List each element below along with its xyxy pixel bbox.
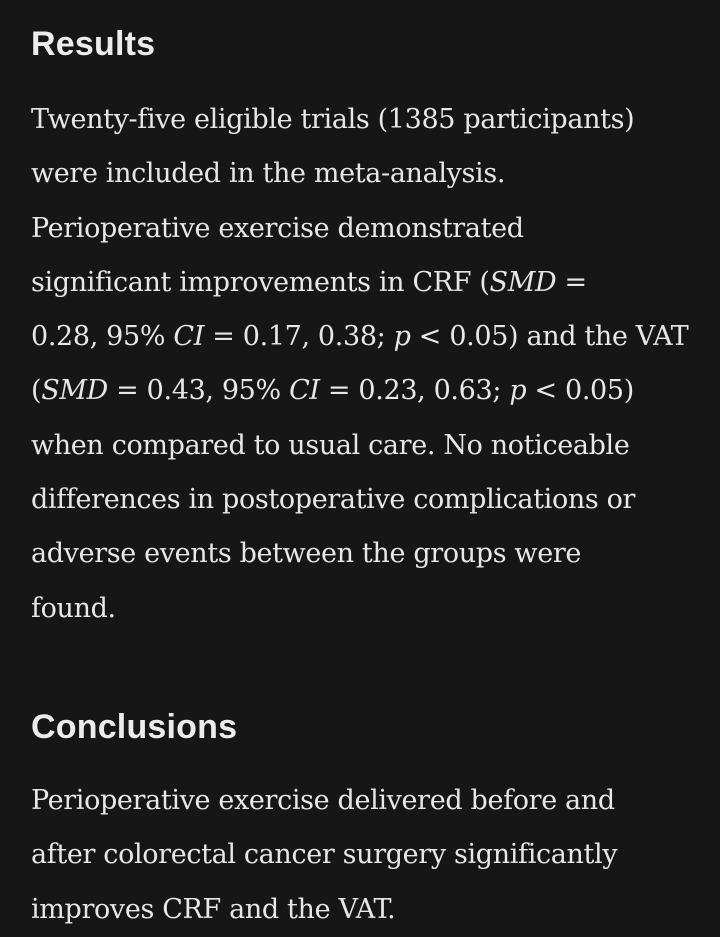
text-run: Twenty-five eligible trials (1385 participants) — [31, 104, 635, 135]
text-run: when compared to usual care. No noticeable — [31, 429, 630, 461]
stat-term: CI — [173, 321, 205, 353]
results-line — [31, 310, 701, 364]
text-run: 0.28, 95% — [31, 321, 174, 353]
text-run: Perioperative exercise delivered before and — [31, 784, 615, 816]
stat-term: p — [509, 375, 527, 407]
text-run: = 0.23, 0.63; — [319, 375, 510, 407]
results-heading: Results — [31, 25, 156, 63]
text-run: = 0.17, 0.38; — [204, 321, 394, 353]
conclusions-line — [31, 774, 701, 828]
results-line — [31, 93, 701, 147]
text-run: significant improvements in CRF ( — [31, 266, 490, 298]
text-run: = 0.43, 95% — [107, 375, 290, 407]
results-line — [31, 582, 701, 636]
results-line — [31, 202, 701, 256]
conclusions-paragraph — [31, 774, 701, 937]
conclusions-line — [31, 883, 701, 937]
text-run: Perioperative exercise demonstrated — [31, 212, 524, 244]
text-run: < 0.05) — [526, 375, 634, 407]
stat-term: p — [393, 321, 411, 353]
conclusions-section — [31, 707, 720, 937]
text-run: found. — [31, 592, 116, 624]
text-run: improves CRF and the VAT. — [31, 893, 396, 925]
text-run: < 0.05) and the VAT — [410, 321, 689, 353]
results-section — [31, 0, 720, 636]
conclusions-heading: Conclusions — [31, 707, 238, 746]
text-run: after colorectal cancer surgery significantly — [31, 839, 618, 871]
results-line — [31, 256, 701, 310]
results-line — [31, 473, 701, 527]
text-run: = — [556, 266, 587, 298]
results-line — [31, 364, 701, 418]
stat-term: SMD — [41, 375, 108, 407]
stat-term: SMD — [489, 266, 557, 298]
text-run: adverse events between the groups were — [31, 538, 582, 570]
text-run: differences in postoperative complications or — [31, 484, 636, 516]
stat-term: CI — [289, 375, 320, 407]
results-line — [31, 527, 701, 581]
results-line — [31, 419, 701, 473]
conclusions-line — [31, 828, 701, 882]
results-line — [31, 147, 701, 201]
text-run: ( — [31, 375, 42, 407]
results-paragraph — [31, 93, 701, 636]
text-run: were included in the meta-analysis. — [31, 158, 506, 190]
